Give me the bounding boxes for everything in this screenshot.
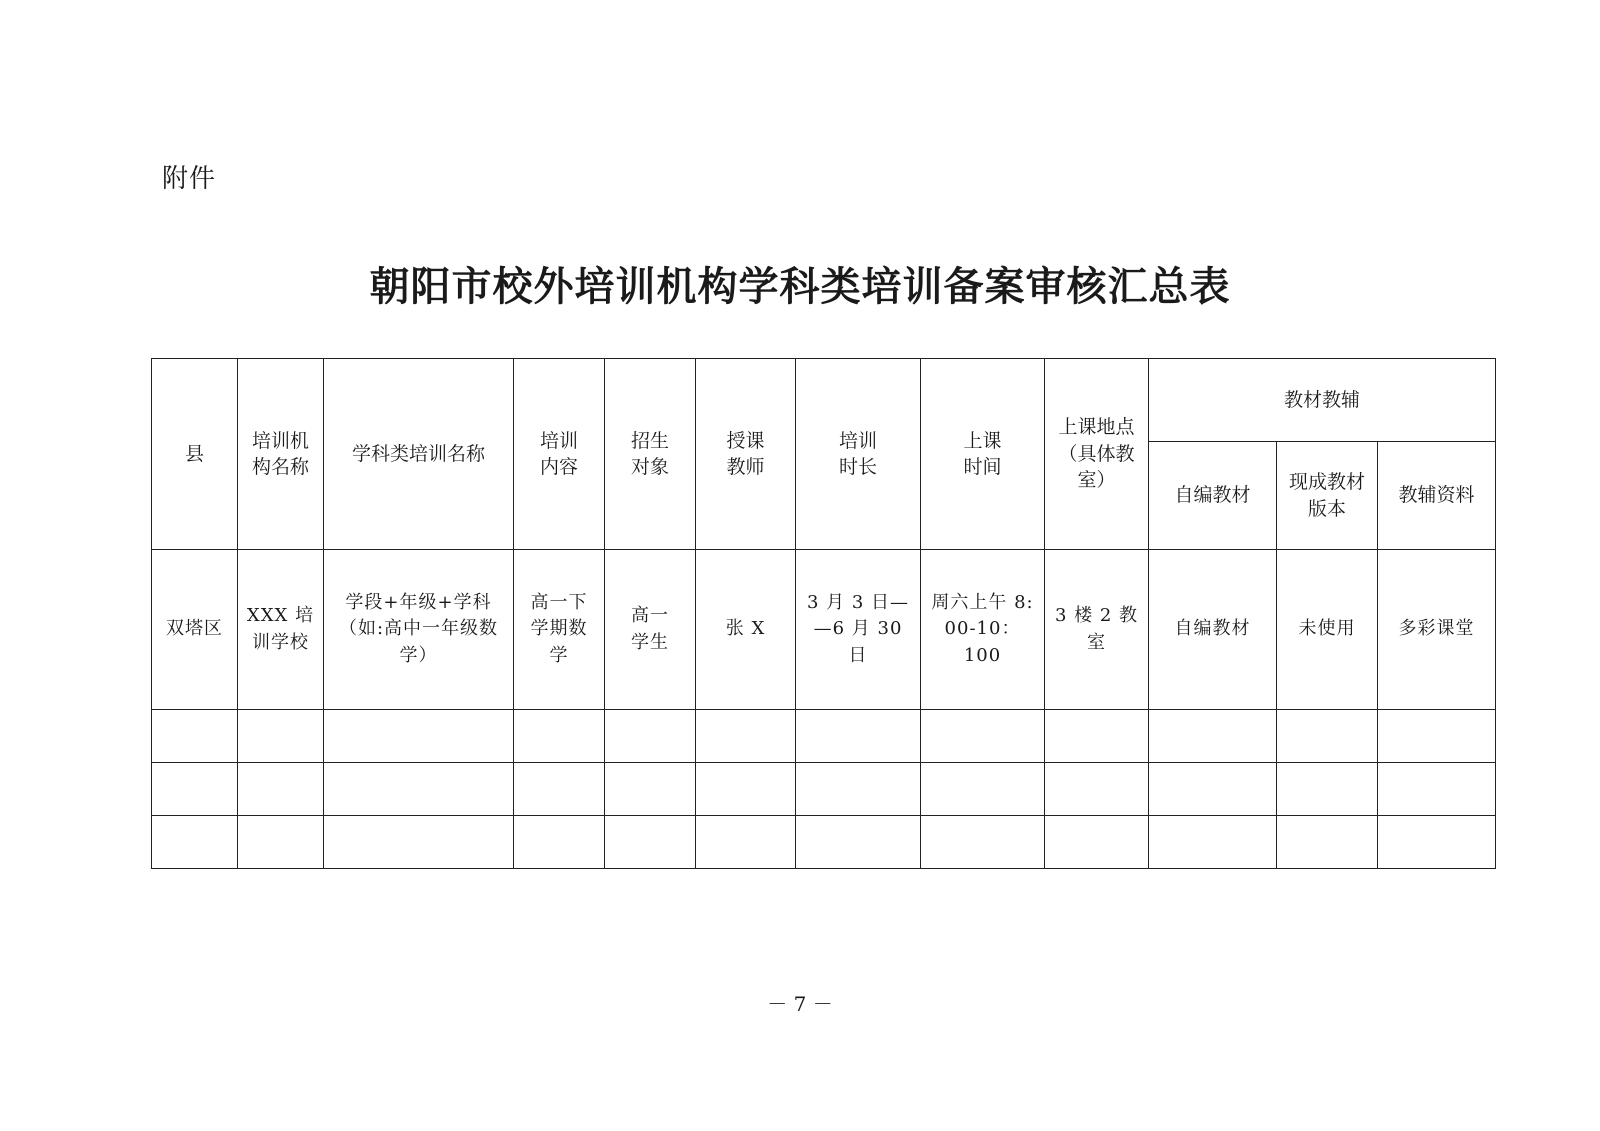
sample-row: [152, 550, 1496, 710]
empty-cell: [1378, 763, 1496, 816]
header-duration: [796, 359, 921, 550]
cell-line: 培训: [838, 429, 877, 452]
empty-cell: [1045, 763, 1149, 816]
cell-line: 招生: [630, 429, 669, 452]
cell-line: 上课地点: [1058, 416, 1135, 439]
cell-line: 内容: [539, 456, 578, 478]
empty-cell: [1149, 763, 1277, 816]
empty-cell: [796, 763, 921, 816]
empty-cell: [921, 816, 1045, 869]
empty-cell: [1277, 763, 1378, 816]
header-class-time: [921, 359, 1045, 550]
empty-cell: [796, 710, 921, 763]
empty-cell: [1378, 710, 1496, 763]
cell-line: 00-10：100: [944, 618, 1021, 666]
empty-cell: [1149, 816, 1277, 869]
cell-line: 张 X: [725, 618, 766, 640]
cell-line: 培训机: [251, 429, 309, 452]
empty-row: [152, 710, 1496, 763]
page-number: － 7 －: [767, 992, 833, 1016]
empty-row: [152, 763, 1496, 816]
cell-line: （如:高中一年级数: [338, 618, 499, 640]
cell-line: 构名称: [251, 456, 309, 478]
cell-duration: [796, 550, 921, 710]
cell-line: 学科类培训名称: [351, 442, 485, 465]
header-self-compiled: [1149, 442, 1277, 550]
cell-existing-edition: [1277, 550, 1378, 710]
cell-line: 培训: [539, 429, 578, 452]
empty-cell: [1277, 816, 1378, 869]
empty-rows: [152, 710, 1496, 869]
cell-line: （具体教: [1058, 442, 1135, 465]
cell-line: 训学校: [252, 631, 309, 653]
empty-cell: [152, 816, 238, 869]
cell-county: [152, 550, 238, 710]
cell-line: 学期数: [530, 618, 588, 640]
header-row-top: [152, 359, 1496, 442]
filing-summary-table: [151, 358, 1496, 869]
header-county: [152, 359, 238, 550]
cell-line: 学）: [399, 644, 438, 666]
cell-line: 高一: [631, 605, 669, 626]
header-institution-name: [238, 359, 324, 550]
empty-cell: [696, 763, 796, 816]
empty-cell: [514, 710, 605, 763]
cell-enrollment-target: [605, 550, 696, 710]
cell-training-name: [324, 550, 514, 710]
cell-class-time: [921, 550, 1045, 710]
cell-line: 未使用: [1298, 618, 1356, 640]
cell-supplementary: [1378, 550, 1496, 710]
cell-line: 现成教材: [1288, 471, 1365, 493]
empty-cell: [324, 816, 514, 869]
empty-cell: [152, 763, 238, 816]
header-materials-group: 教材教辅: [1149, 359, 1496, 442]
cell-line: 室: [1087, 631, 1106, 653]
empty-cell: [921, 763, 1045, 816]
empty-cell: [238, 710, 324, 763]
cell-line: 对象: [630, 456, 669, 478]
attachment-label: 附件: [162, 164, 217, 194]
cell-line: 版本: [1307, 497, 1346, 520]
empty-cell: [514, 816, 605, 869]
cell-line: 时长: [838, 456, 877, 478]
cell-line: 高一下: [530, 591, 588, 613]
cell-training-content: [514, 550, 605, 710]
empty-cell: [696, 816, 796, 869]
empty-cell: [514, 763, 605, 816]
cell-line: 周六上午 8:: [931, 591, 1034, 613]
empty-cell: [238, 763, 324, 816]
header-location: [1045, 359, 1149, 550]
empty-cell: [1149, 710, 1277, 763]
cell-line: 授课: [726, 429, 765, 452]
empty-cell: [605, 710, 696, 763]
cell-line: 3 楼 2 教: [1054, 605, 1139, 626]
empty-cell: [1045, 710, 1149, 763]
empty-cell: [324, 710, 514, 763]
cell-line: 上课: [963, 429, 1002, 452]
cell-line: 3 月 3 日—: [806, 591, 910, 613]
document-title: 朝阳市校外培训机构学科类培训备案审核汇总表: [369, 263, 1231, 310]
cell-line: 双塔区: [166, 618, 223, 640]
header-enrollment-target: [605, 359, 696, 550]
empty-cell: [1045, 816, 1149, 869]
header-training-name: [324, 359, 514, 550]
header-training-content: [514, 359, 605, 550]
cell-teacher: [696, 550, 796, 710]
cell-line: 自编教材: [1174, 618, 1251, 640]
cell-institution-name: [238, 550, 324, 710]
cell-self-compiled: [1149, 550, 1277, 710]
cell-line: 自编教材: [1174, 484, 1251, 507]
cell-line: —6 月 30 日: [813, 618, 903, 666]
cell-line: 教辅资料: [1398, 484, 1475, 507]
cell-line: 县: [184, 442, 204, 465]
cell-line: 室）: [1077, 469, 1116, 492]
empty-cell: [696, 710, 796, 763]
cell-line: 学: [549, 644, 569, 666]
header-teacher: [696, 359, 796, 550]
cell-line: XXX 培: [246, 605, 315, 626]
empty-cell: [324, 763, 514, 816]
empty-cell: [605, 816, 696, 869]
cell-line: 学段+年级+学科: [345, 591, 492, 613]
cell-location: [1045, 550, 1149, 710]
empty-cell: [1277, 710, 1378, 763]
empty-row: [152, 816, 1496, 869]
empty-cell: [921, 710, 1045, 763]
empty-cell: [796, 816, 921, 869]
cell-line: 多彩课堂: [1398, 618, 1475, 640]
empty-cell: [1378, 816, 1496, 869]
empty-cell: [238, 816, 324, 869]
header-existing-edition: [1277, 442, 1378, 550]
cell-line: 时间: [963, 456, 1002, 478]
cell-line: 学生: [631, 631, 669, 653]
header-supplementary: [1378, 442, 1496, 550]
cell-line: 教师: [726, 456, 765, 478]
empty-cell: [152, 710, 238, 763]
empty-cell: [605, 763, 696, 816]
